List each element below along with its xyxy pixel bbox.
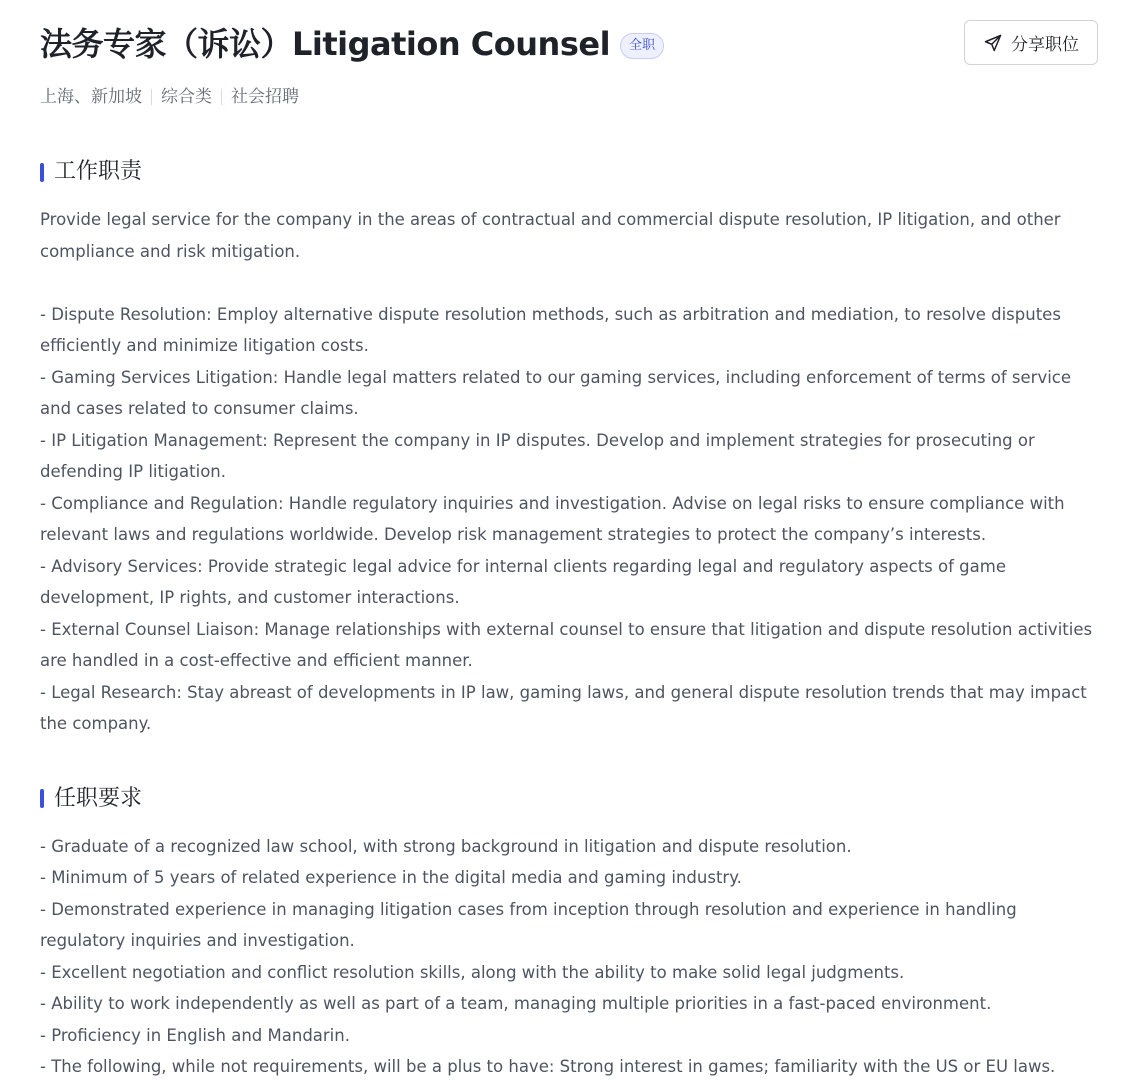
duties-content: Provide legal service for the company in the areas of contractual and commercial dispute resolution, IP litigation, and other compliance and risk mitigation. - Dispute Resolution: Employ alternative dispute resolution methods, such as arbitration and mediation, to resolve disputes efficiently and minimize litigation costs. - Gaming Services Litigation: Handle legal matters related to our gaming services, including enforcement of terms of service and cases related to consumer claims. - IP Litigation Management: Represent the company in IP disputes. Develop and implement strategies for prosecuting or defending IP litigation. - Compliance and Regulation: Handle regulatory inquiries and investigation. Advise on legal risks to ensure compliance with relevant laws and regulations worldwide. Develop risk management strategies to protect the company’s interests. - Advisory Services: Provide strategic legal advice for internal clients regarding legal and regulatory aspects of game development, IP rights, and customer interactions. - External Counsel Liaison: Manage relationships with external counsel to ensure that litigation and dispute resolution activities are handled in a cost-effective and efficient manner. - Legal Research: Stay abreast of developments in IP law, gaming laws, and general dispute resolution trends that may impact the company. xyxy=(40,210,1093,733)
share-job-label: 分享职位 xyxy=(1011,35,1079,55)
meta-divider xyxy=(151,89,152,105)
section-accent-bar xyxy=(40,789,44,808)
title-row xyxy=(40,22,664,66)
section-accent-bar xyxy=(40,163,44,182)
requirements-section xyxy=(40,784,1098,1083)
duties-heading xyxy=(40,157,1098,187)
share-job-button[interactable] xyxy=(964,20,1098,65)
job-title: 法务专家（诉讼）Litigation Counsel xyxy=(40,25,611,63)
job-header xyxy=(40,0,1098,125)
job-recruit-type: 社会招聘 xyxy=(231,87,299,107)
send-icon xyxy=(983,33,1003,53)
duties-heading-text: 工作职责 xyxy=(54,159,143,184)
job-category: 综合类 xyxy=(161,87,212,107)
requirements-heading xyxy=(40,784,1098,814)
job-meta xyxy=(40,85,299,109)
job-type-badge: 全职 xyxy=(620,33,664,59)
job-location: 上海、新加坡 xyxy=(40,87,142,107)
meta-divider xyxy=(221,89,222,105)
requirements-content: - Graduate of a recognized law school, with strong background in litigation and dispute resolution. - Minimum of 5 years of related experience in the digital media and gaming industry. - Demonstrated experience in managing litigation cases from inception through resolution and experience in handling regulatory inquiries and investigation. - Excellent negotiation and conflict resolution skills, along with the ability to make solid legal judgments. - Ability to work independently as well as part of a team, managing multiple priorities in a fast-paced environment. - Proficiency in English and Mandarin. - The following, while not requirements, will be a plus to have: Strong interest in games; familiarity with the US or EU laws. xyxy=(40,836,1056,1076)
duties-section xyxy=(40,157,1098,740)
requirements-heading-text: 任职要求 xyxy=(54,785,143,811)
job-detail-page xyxy=(40,0,1098,1083)
